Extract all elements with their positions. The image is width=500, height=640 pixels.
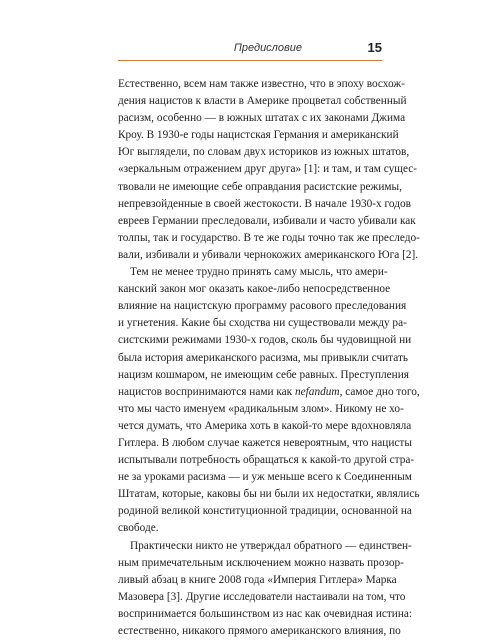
- text-line: чется думать, что Америка хоть в какой-то мере вдохновляла: [118, 419, 412, 432]
- text-line: Естественно, всем нам также известно, что в эпоху восхож-: [118, 78, 405, 90]
- header-rule: [118, 60, 382, 61]
- text-line: воспринимается большинством из нас как очевидная истина:: [118, 607, 413, 620]
- text-line: дения нацистов к власти в Америке процветал собственный: [118, 95, 407, 108]
- text-line: родиной великой конституционной традиции, основанной на: [118, 505, 412, 518]
- text-line: Гитлера. В любом случае кажется невероятным, что нацисты: [118, 436, 412, 449]
- text-line: евреев Германии преследовали, избивали и часто убивали как: [118, 214, 416, 227]
- text-line: вали, избивали и убивали чернокожих американского Юга [2].: [118, 248, 419, 261]
- paragraph-1: [118, 76, 420, 264]
- running-title: Предисловие: [233, 42, 302, 54]
- running-header: [118, 40, 382, 58]
- text-line: ливый абзац в книге 2008 года «Империя Гитлера» Марка: [118, 573, 397, 586]
- text-line: ным примечательным исключением можно назвать прозор-: [118, 556, 404, 569]
- text-line: Кроу. В 1930-е годы нацистская Германия и американский: [118, 129, 399, 142]
- text-line: влияние на нацистскую программу расового преследования: [118, 300, 407, 313]
- page-number: 15: [367, 40, 382, 55]
- text-line: испытывали потребность обращаться к какой-то другой стра-: [118, 454, 415, 467]
- text-line: Штатам, которые, каковы бы ни были их недостатки, являлись: [118, 488, 420, 501]
- text-line: твовали не имеющие себе оправдания расистские режимы,: [118, 180, 402, 193]
- body-text: [118, 76, 420, 640]
- text-line: свободе.: [118, 522, 159, 535]
- paragraph-2: [118, 264, 420, 538]
- paragraph-3: [118, 538, 413, 640]
- text-line: непревзойденные в своей жестокости. В начале 1930-х годов: [118, 197, 411, 210]
- text-line: Практически никто не утверждал обратного — единствен-: [130, 539, 412, 552]
- text-line: канский закон мог оказать какое-либо непосредственное: [118, 283, 391, 296]
- text-line: систскими режимами 1930-х годов, сколь бы чудовищной ни: [118, 334, 412, 347]
- text-line: и угнетения. Какие бы сходства ни существовали между ра-: [118, 317, 407, 330]
- text-line: толпы, так и государство. В те же годы точно так же преследо-: [118, 231, 420, 244]
- text-line: расизм, особенно — в южных штатах с их законами Джима: [118, 112, 406, 125]
- text-line: естественно, никакого прямого американского влияния, по: [118, 625, 401, 637]
- text-line: не за уроками расизма — и уж меньше всего к Соединенным: [118, 471, 412, 484]
- text-line: «зеркальным отражением друг друга» [1]: и там, и там сущес-: [118, 163, 418, 176]
- text-line: Мазовера [3]. Другие исследователи настаивали на том, что: [118, 590, 406, 603]
- text-line: нацистов воспринимаются нами как nefandum, самое дно того,: [118, 385, 420, 398]
- text-line: что мы часто именуем «радикальным злом». Никому не хо-: [118, 402, 404, 415]
- text-line: Тем не менее трудно принять саму мысль, что амери-: [130, 266, 388, 279]
- text-line: Юг выглядели, по словам двух историков из южных штатов,: [118, 146, 410, 159]
- text-line: нацизм кошмаром, не имеющим себе равных. Преступления: [118, 368, 409, 381]
- text-line: была история американского расизма, мы привыкли считать: [118, 351, 409, 364]
